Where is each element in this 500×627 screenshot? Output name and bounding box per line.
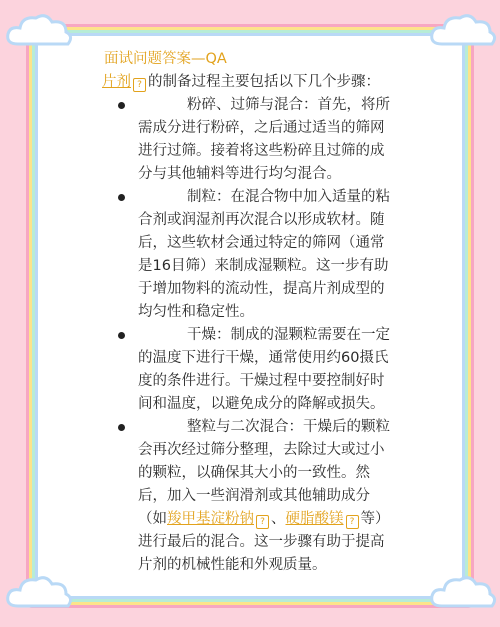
- cloud-icon: [4, 10, 74, 54]
- cloud-icon: [428, 10, 498, 54]
- cloud-icon: [4, 572, 74, 616]
- cloud-icon: [428, 572, 498, 616]
- step-text: 粉碎、过筛与混合：首先，将所需成分进行粉碎，之后通过适当的筛网进行过筛。接着将这些粉碎且过筛的成分与其他辅料等进行均匀混合。: [138, 97, 390, 182]
- step-text: 整粒与二次混合：干燥后的颗粒会再次经过筛分整理，去除过大或过小的颗粒，以确保其大小的一致性。然后，加入一些润滑剂或其他辅助成分（如: [138, 419, 390, 527]
- list-item: [104, 324, 394, 416]
- section-heading: 面试问题答案—QA: [104, 51, 227, 67]
- step-text: 等）进行最后的混合。这一步骤有助于提高片剂的机械性能和外观质量。: [138, 511, 390, 573]
- step-text: 制粒：在混合物中加入适量的粘合剂或润湿剂再次混合以形成软材。随后，这些软材会通过特定的筛网（通常是16目筛）来制成湿颗粒。这一步有助于增加物料的流动性，提高片剂成型的均匀性和稳定性。: [138, 189, 390, 320]
- bullet-icon: [118, 194, 125, 201]
- term-link-tablet[interactable]: 片剂: [102, 74, 131, 90]
- steps-list: [104, 94, 394, 577]
- info-icon[interactable]: ?: [346, 515, 359, 529]
- info-icon[interactable]: ?: [256, 515, 269, 529]
- bullet-icon: [118, 424, 125, 431]
- list-item: [104, 416, 394, 577]
- info-icon[interactable]: ?: [133, 78, 146, 92]
- list-item: [104, 186, 394, 324]
- intro-paragraph: [102, 71, 394, 94]
- step-text: 干燥：制成的湿颗粒需要在一定的温度下进行干燥，通常使用约60摄氏度的条件进行。干燥过程中要控制好时间和温度，以避免成分的降解或损失。: [138, 327, 390, 412]
- term-link-magnesium-stearate[interactable]: 硬脂酸镁: [285, 511, 344, 527]
- term-link-sodium-starch[interactable]: 羧甲基淀粉钠: [167, 511, 254, 527]
- bullet-icon: [118, 102, 125, 109]
- separator-text: 、: [271, 511, 286, 527]
- article-content: [104, 48, 394, 577]
- intro-text: 的制备过程主要包括以下几个步骤：: [148, 74, 380, 90]
- bullet-icon: [118, 332, 125, 339]
- list-item: [104, 94, 394, 186]
